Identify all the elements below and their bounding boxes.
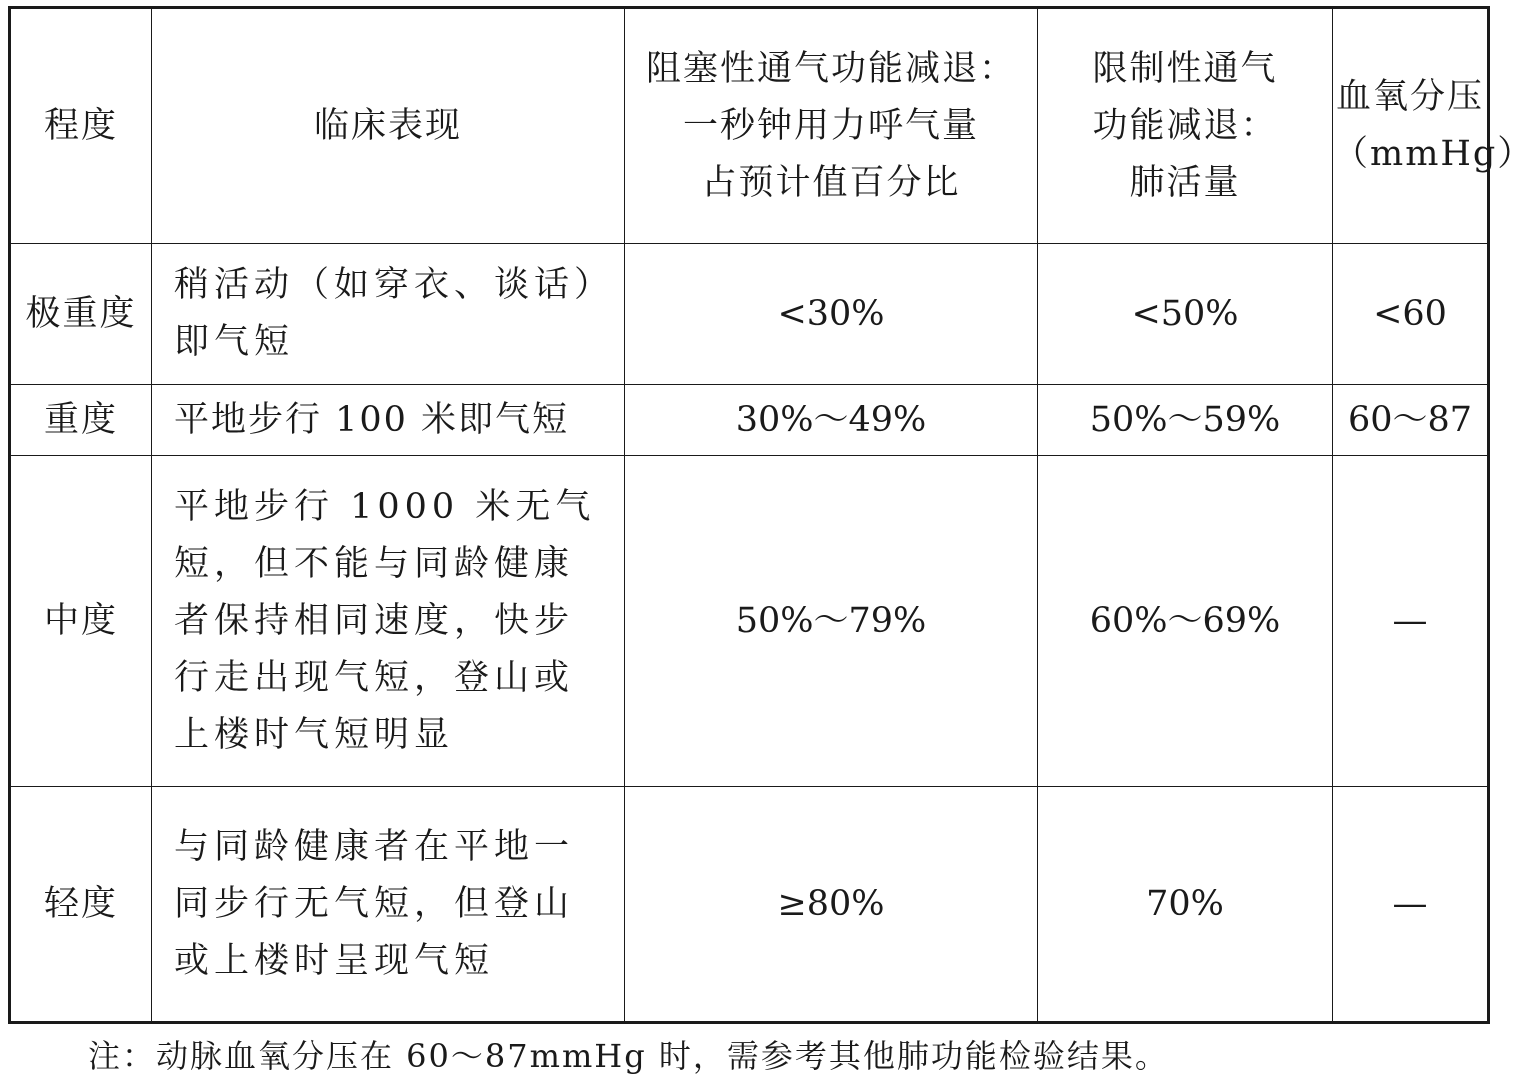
table-row — [10, 385, 1489, 456]
header-oxygen — [1333, 8, 1534, 244]
degree-cell: 重度 — [10, 385, 152, 456]
oxygen-cell: — — [1333, 456, 1489, 787]
clinical-cell: 与同龄健康者在平地一同步行无气短，但登山或上楼时呈现气短 — [152, 787, 625, 1023]
header-degree: 程度 — [10, 8, 152, 244]
header-restrictive — [1038, 8, 1333, 244]
header-obstructive-line: 一秒钟用力呼气量 — [682, 105, 979, 146]
table-row — [10, 787, 1489, 1023]
clinical-cell: 稍活动（如穿衣、谈话）即气短 — [152, 244, 625, 385]
degree-cell: 极重度 — [10, 244, 152, 385]
header-obstructive-line: 阻塞性通气功能减退： — [645, 48, 1016, 89]
restrictive-cell: <50% — [1038, 244, 1333, 385]
obstructive-cell: 30%～49% — [625, 385, 1038, 456]
table-row — [10, 244, 1489, 385]
header-obstructive — [625, 8, 1038, 244]
table-header-row — [10, 8, 1489, 244]
degree-cell: 中度 — [10, 456, 152, 787]
restrictive-cell: 50%～59% — [1038, 385, 1333, 456]
header-oxygen-line: 血氧分压 — [1335, 77, 1484, 117]
restrictive-cell: 60%～69% — [1038, 456, 1333, 787]
table-footnote: 注：动脉血氧分压在 60～87mmHg 时，需参考其他肺功能检验结果。 — [88, 1037, 1169, 1075]
header-restrictive-line: 功能减退： — [1092, 105, 1278, 146]
header-restrictive-line: 限制性通气 — [1092, 48, 1278, 89]
oxygen-cell: <60 — [1333, 244, 1489, 385]
clinical-cell: 平地步行 100 米即气短 — [152, 385, 625, 456]
obstructive-cell: ≥80% — [625, 787, 1038, 1023]
oxygen-cell: 60～87 — [1333, 385, 1489, 456]
clinical-cell: 平地步行 1000 米无气短，但不能与同龄健康者保持相同速度，快步行走出现气短，登山或上楼时气短明显 — [152, 456, 625, 787]
header-restrictive-line: 肺活量 — [1129, 162, 1241, 203]
restrictive-cell: 70% — [1038, 787, 1333, 1023]
header-clinical: 临床表现 — [152, 8, 625, 244]
lung-function-grade-table — [8, 6, 1534, 1024]
degree-cell: 轻度 — [10, 787, 152, 1023]
obstructive-cell: <30% — [625, 244, 1038, 385]
oxygen-cell: — — [1333, 787, 1489, 1023]
table-row — [10, 456, 1489, 787]
header-oxygen-line: （mmHg） — [1333, 134, 1534, 174]
obstructive-cell: 50%～79% — [625, 456, 1038, 787]
header-obstructive-line: 占预计值百分比 — [701, 162, 961, 203]
